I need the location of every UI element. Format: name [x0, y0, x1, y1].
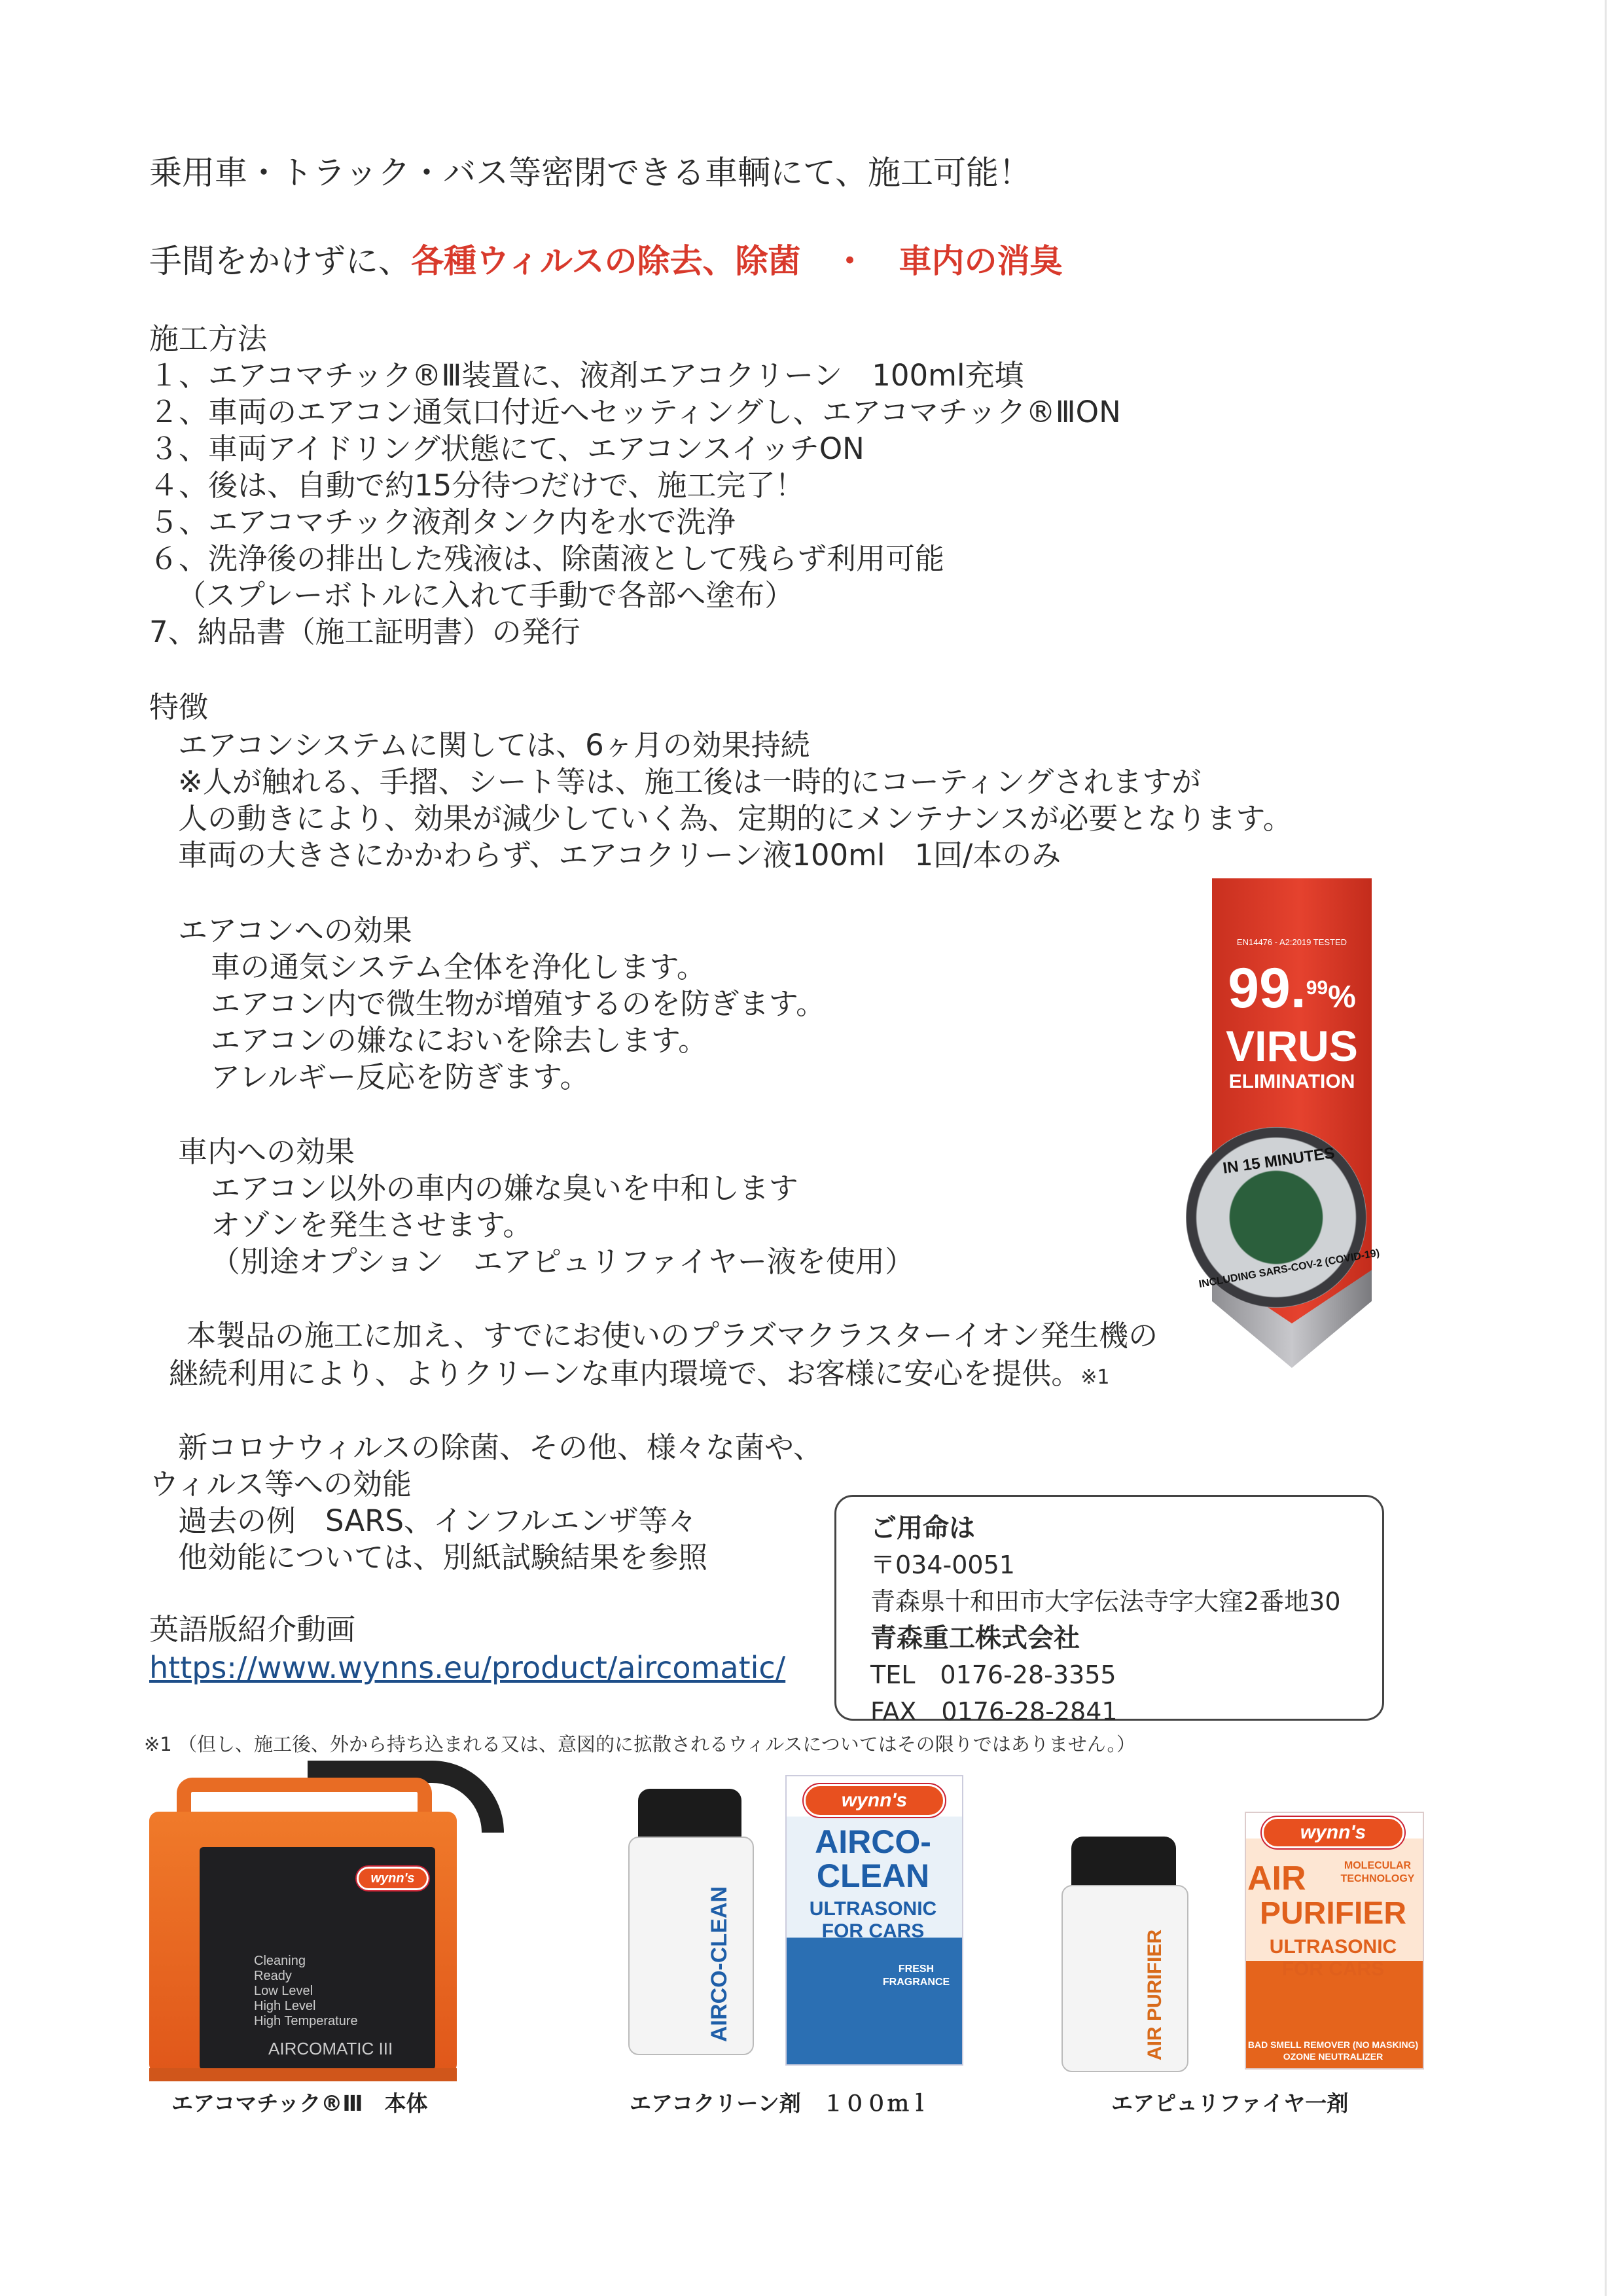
scan-edge: [1605, 0, 1607, 2296]
headline: 乗用車・トラック・バス等密閉できる車輌にて、施工可能！: [149, 154, 1031, 192]
badge-virus: VIRUS: [1226, 1022, 1358, 1070]
device-panel-item: Ready: [254, 1969, 292, 1983]
purifier-bottom1: BAD SMELL REMOVER (NO MASKING): [1247, 2039, 1419, 2050]
purifier-brand-logo: wynn's: [1262, 1817, 1404, 1848]
plasma-note-text: 継続利用により、よりクリーンな車内環境で、お客様に安心を提供。: [169, 1356, 1081, 1391]
method-title: 施工方法: [149, 321, 268, 356]
plasma-note-mark: ※1: [1080, 1366, 1110, 1389]
purifier-name-line2: PURIFIER: [1259, 1896, 1406, 1931]
feature-line: 車両の大きさにかかわらず、エアコクリーン液100ml 1回/本のみ: [178, 838, 1061, 872]
subline-prefix: 手間をかけずに、: [149, 242, 411, 280]
badge-percent-sup: 99: [1306, 977, 1329, 999]
aircon-effect-line: アレルギー反応を防ぎます。: [211, 1060, 590, 1094]
contact-fax: FAX 0176-28-2841: [870, 1697, 1118, 1726]
badge-ring-bottom: INCLUDING SARS-COV-2 (COVID-19): [1198, 1247, 1381, 1291]
device-panel-item: High Level: [254, 1999, 316, 2013]
cabin-effect-line: エアコン以外の車内の嫌な臭いを中和します: [211, 1171, 798, 1206]
subline-highlight: 各種ウィルスの除去、除菌 ・ 車内の消臭: [411, 242, 1063, 280]
plasma-note-line2: [169, 1355, 1109, 1396]
device-floor: [149, 2068, 457, 2081]
device-panel-item: High Temperature: [254, 2014, 358, 2028]
video-title: 英語版紹介動画: [149, 1612, 356, 1647]
device-caption: エアコマチック®Ⅲ 本体: [171, 2090, 428, 2116]
badge-percent-sign: %: [1328, 980, 1356, 1014]
badge-tested: EN14476 - A2:2019 TESTED: [1236, 937, 1347, 947]
contact-box: [834, 1495, 1384, 1726]
badge-ring-top: IN 15 MINUTES: [1221, 1144, 1336, 1177]
aircon-effect-title: エアコンへの効果: [178, 913, 412, 948]
method-step: ２、車両のエアコン通気口付近へセッティングし、エアコマチック®ⅢON: [149, 395, 1121, 429]
method-step: ５、エアコマチック液剤タンク内を水で洗浄: [149, 505, 736, 539]
airco-name-line2: CLEAN: [816, 1857, 930, 1894]
purifier-bottle-cap: [1071, 1837, 1176, 1889]
purifier-caption: エアピュリファイヤ一剤: [1111, 2090, 1349, 2116]
contact-address: 青森県十和田市大字伝法寺字大窪2番地30: [870, 1587, 1341, 1616]
purifier-bottle-label: AIR PURIFIER: [1144, 1929, 1166, 2060]
aircon-effect-line: エアコン内で微生物が増殖するのを防ぎます。: [211, 986, 826, 1021]
corona-line1: 新コロナウィルスの除菌、その他、様々な菌や、: [178, 1430, 823, 1465]
device-panel-item: Cleaning: [254, 1954, 306, 1968]
contact-postal: 〒034-0051: [870, 1551, 1015, 1579]
method-step: 7、納品書（施工証明書）の発行: [149, 615, 580, 649]
purifier-sub-line2: FOR CARS: [1281, 1958, 1385, 1980]
aircon-effect-line: 車の通気システム全体を浄化します。: [211, 950, 706, 984]
airco-fragrance1: FRESH: [898, 1964, 935, 1975]
purifier-name-line1: AIR: [1247, 1859, 1306, 1897]
feature-line: 人の動きにより、効果が減少していく為、定期的にメンテナンスが必要となります。: [178, 801, 1293, 836]
subline: [149, 243, 1063, 279]
airco-fragrance2: FRAGRANCE: [882, 1977, 950, 1988]
cabin-effect-line: （別途オプション エアピュリファイヤー液を使用）: [211, 1244, 915, 1279]
contact-title: ご用命は: [870, 1513, 975, 1543]
badge-percent-main: 99.: [1228, 957, 1306, 1020]
airco-caption: エアコクリーン剤 １００ｍｌ: [630, 2090, 931, 2116]
footnote: ※1 （但し、施工後、外から持ち込まれる又は、意図的に拡散されるウィルスについてはその限りではありません。）: [144, 1733, 1136, 1755]
airco-name-line1: AIRCO-: [815, 1823, 931, 1860]
device-model: AIRCOMATIC III: [268, 2039, 393, 2058]
contact-tel: TEL 0176-28-3355: [870, 1660, 1116, 1689]
feature-line: ※人が触れる、手摺、シート等は、施工後は一時的にコーティングされますが: [178, 764, 1202, 799]
device-brand-logo: wynn's: [357, 1867, 429, 1890]
airco-brand-logo: wynn's: [804, 1784, 945, 1817]
method-step: ４、後は、自動で約15分待つだけで、施工完了！: [149, 468, 805, 503]
badge-percent: [1212, 957, 1372, 1029]
airco-bottle: [628, 1837, 754, 2055]
airco-sub-line1: ULTRASONIC: [809, 1898, 937, 1920]
corona-line2: ウィルス等への効能: [149, 1467, 412, 1501]
device-panel-item: Low Level: [254, 1984, 313, 1998]
airco-sub-line2: FOR CARS: [821, 1920, 925, 1942]
contact-company: 青森重工株式会社: [870, 1623, 1080, 1653]
purifier-bottom2: OZONE NEUTRALIZER: [1283, 2051, 1383, 2062]
purifier-bottle: [1061, 1885, 1188, 2072]
airco-bottle-cap: [638, 1789, 741, 1840]
purifier-tech1: MOLECULAR: [1344, 1860, 1412, 1871]
method-step: １、エアコマチック®Ⅲ装置に、液剤エアコクリーン 100ml充填: [149, 358, 1024, 393]
method-step: ３、車両アイドリング状態にて、エアコンスイッチON: [149, 431, 865, 466]
purifier-sub-line1: ULTRASONIC: [1269, 1936, 1397, 1958]
features-title: 特徴: [149, 690, 209, 725]
plasma-note-line1: 本製品の施工に加え、すでにお使いのプラズマクラスターイオン発生機の: [187, 1318, 1158, 1353]
cabin-effect-title: 車内への効果: [178, 1134, 355, 1169]
feature-line: エアコンシステムに関しては、6ヶ月の効果持続: [178, 728, 810, 762]
method-step-note: （スプレーボトルに入れて手動で各部へ塗布）: [177, 578, 794, 613]
corona-line3: 過去の例 SARS、インフルエンザ等々: [178, 1503, 698, 1538]
aircon-effect-line: エアコンの嫌なにおいを除去します。: [211, 1023, 708, 1058]
method-step: ６、洗浄後の排出した残液は、除菌液として残らず利用可能: [149, 541, 945, 576]
airco-bottle-label: AIRCO-CLEAN: [707, 1886, 732, 2042]
purifier-tech2: TECHNOLOGY: [1340, 1873, 1415, 1884]
corona-line4: 他効能については、別紙試験結果を参照: [178, 1540, 708, 1575]
cabin-effect-line: オゾンを発生させます。: [211, 1208, 533, 1242]
badge-elimination: ELIMINATION: [1228, 1071, 1355, 1092]
video-link[interactable]: https://www.wynns.eu/product/aircomatic/: [149, 1650, 786, 1685]
